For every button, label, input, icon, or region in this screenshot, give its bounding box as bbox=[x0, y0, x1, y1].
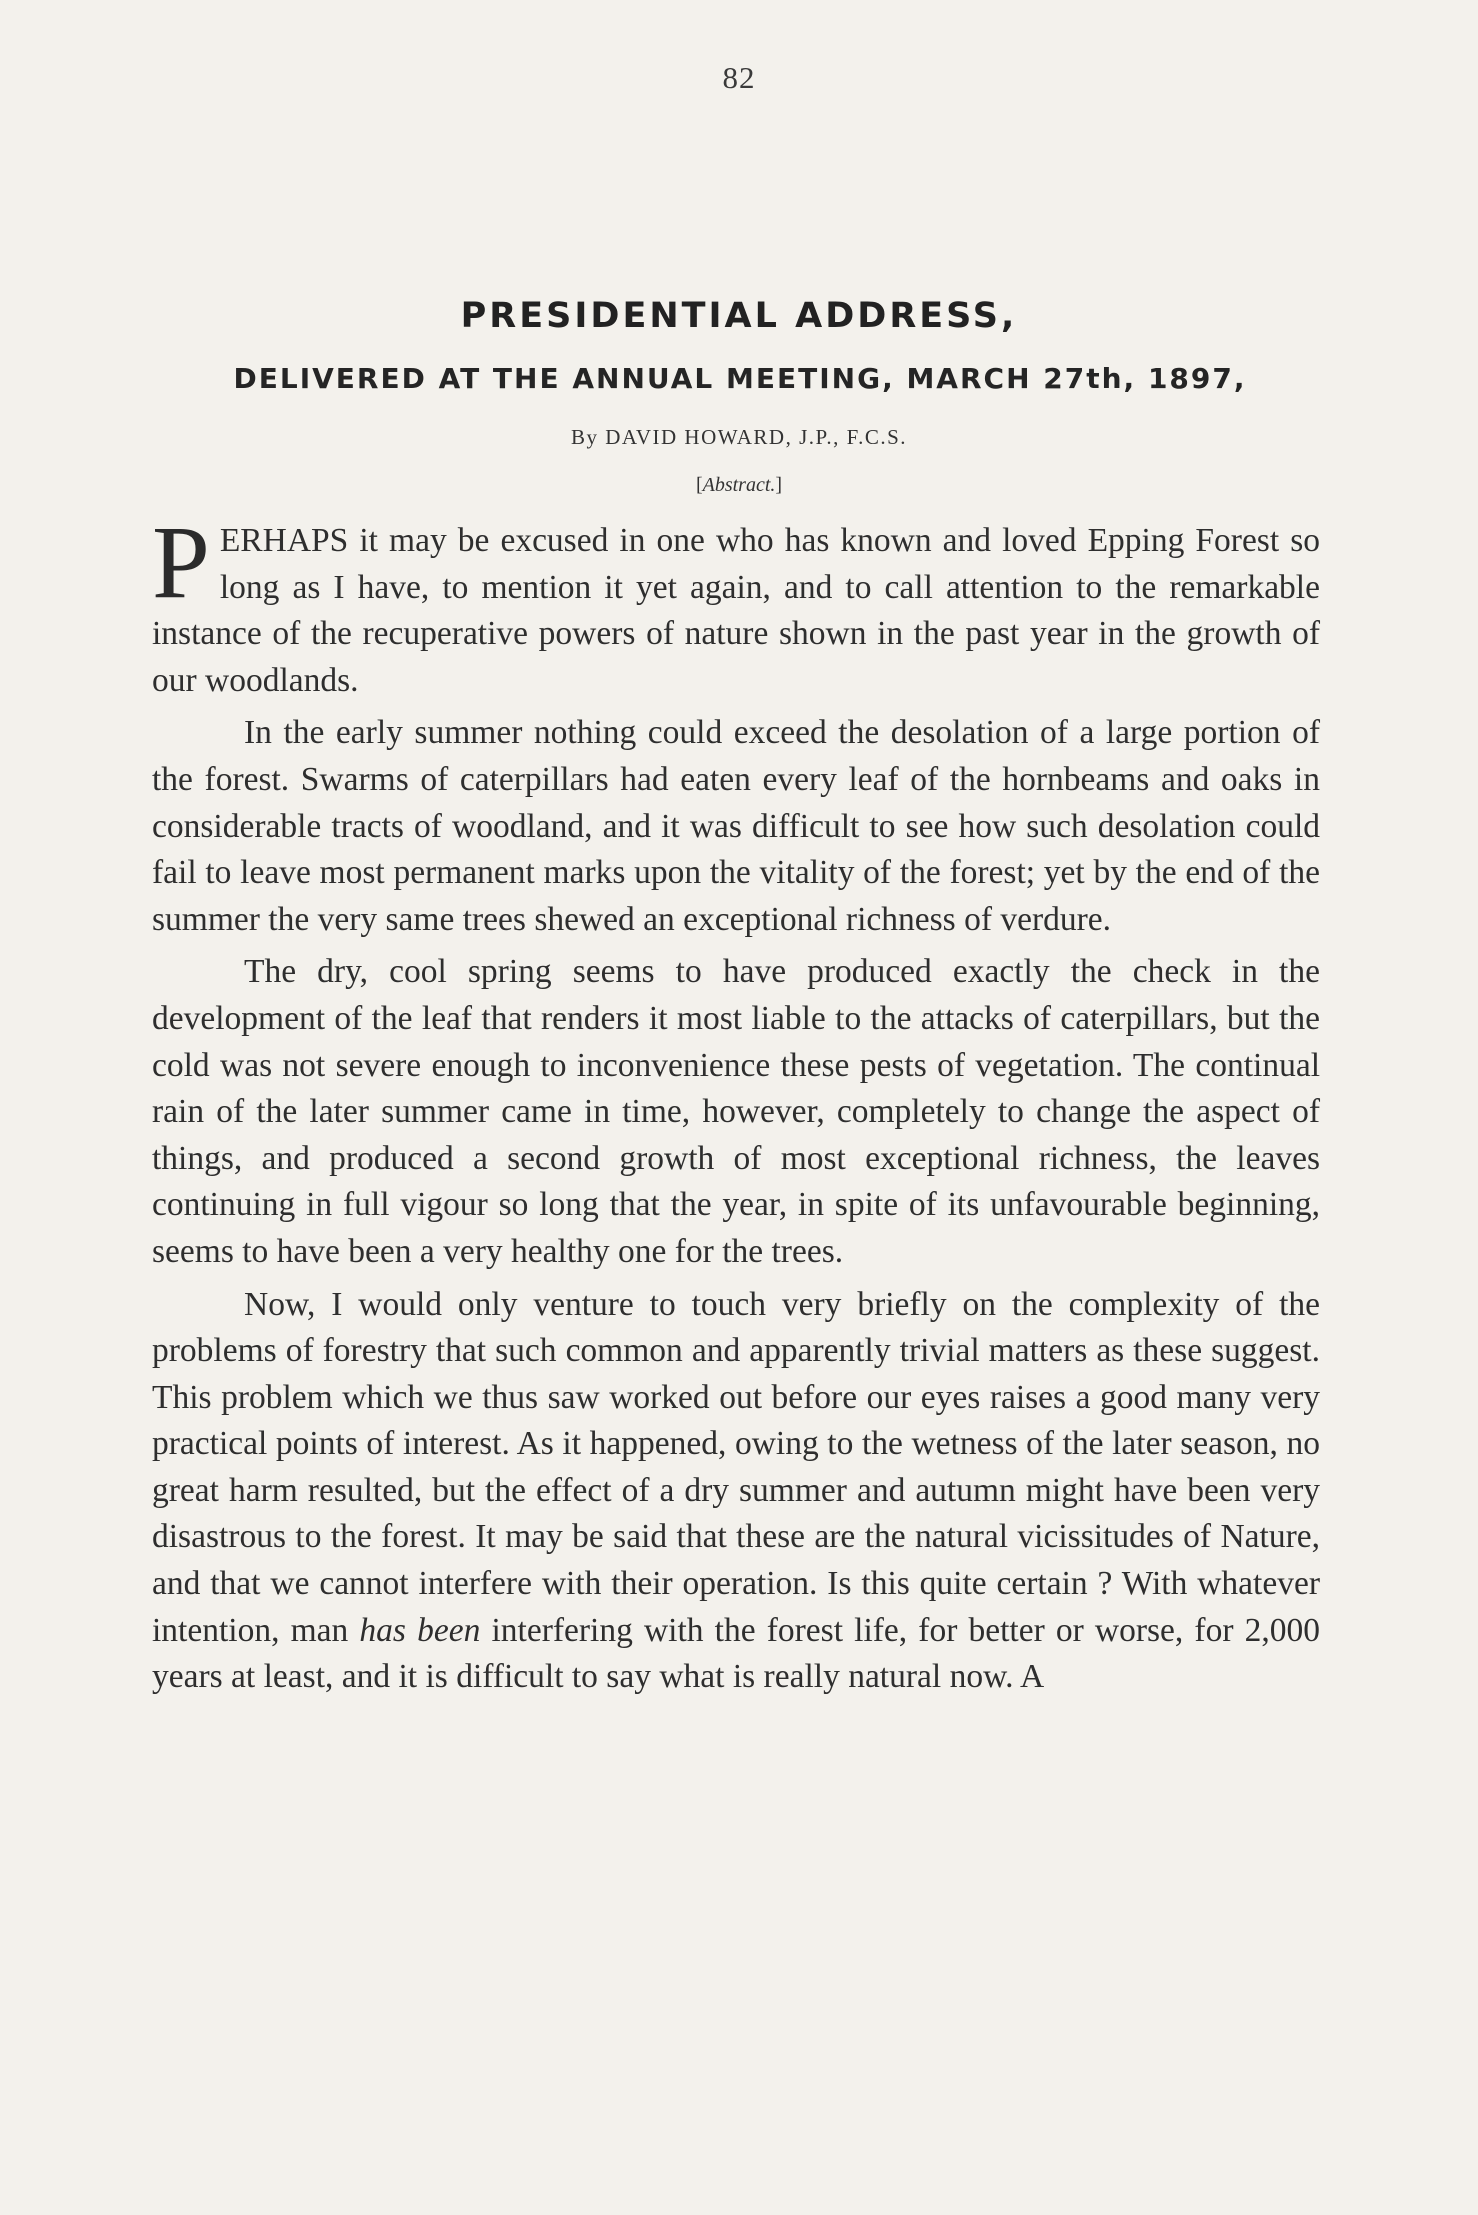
paragraph-1-text: ERHAPS it may be excused in one who has known and loved Epping Forest so long as I have, to mention it yet again, and to call attention to the remarkable instance of the recuperative powers of nature shown in the past year in the growth of our woodlands. bbox=[152, 522, 1320, 699]
paragraph-4-text-end: interfering with the forest life, for better or worse, for 2,000 years at least, and it is difficult to say what is really natural now. A bbox=[152, 1611, 1320, 1696]
abstract-word: Abstract. bbox=[702, 474, 776, 496]
paragraph-4-italic: has been bbox=[359, 1611, 481, 1649]
address-subtitle: DELIVERED AT THE ANNUAL MEETING, MARCH 27th, 1897, bbox=[233, 362, 1247, 395]
paragraph-1 bbox=[152, 505, 1320, 704]
abstract-label bbox=[0, 474, 1478, 497]
abstract-bracket-close: ] bbox=[775, 474, 783, 496]
abstract-bracket-open: [ bbox=[695, 474, 703, 496]
address-title: PRESIDENTIAL ADDRESS, bbox=[460, 296, 1018, 336]
paragraph-4-text-start: Now, I would only venture to touch very briefly on the complexity of the problems of forestry that such common and apparently trivial matters as these suggest. This problem which we thus saw worked out before our eyes raises a good many very practical points of interest. As it happened, owing to the wetness of the later season, no great harm resulted, but the effect of a dry summer and autumn might have been very disastrous to the forest. It may be said that these are the natural vicissitudes of Nature, and that we cannot interfere with their operation. Is this quite certain ? With whatever intention, man bbox=[152, 1285, 1320, 1649]
author-byline: By DAVID HOWARD, J.P., F.C.S. bbox=[570, 425, 908, 449]
paragraph-4 bbox=[152, 1282, 1320, 1701]
drop-cap: P bbox=[152, 505, 210, 620]
paragraph-2: In the early summer nothing could exceed the desolation of a large portion of the forest. Swarms of caterpillars had eaten every leaf of the hornbeams and oaks in considerable tracts of woodland, and it was difficult to see how such desolation could fail to leave most permanent marks upon the vitality of the forest; yet by the end of the summer the very same trees shewed an exceptional richness of verdure. bbox=[152, 714, 1320, 938]
body-text bbox=[152, 505, 1320, 1701]
paragraph-3: The dry, cool spring seems to have produced exactly the check in the development of the leaf that renders it most liable to the attacks of caterpillars, but the cold was not severe enough to inconvenience these pests of vegetation. The continual rain of the later summer came in time, however, completely to change the aspect of things, and produced a second growth of most exceptional richness, the leaves continuing in full vigour so long that the year, in spite of its unfavourable beginning, seems to have been a very healthy one for the trees. bbox=[152, 953, 1320, 1270]
page-number: 82 bbox=[722, 60, 756, 95]
